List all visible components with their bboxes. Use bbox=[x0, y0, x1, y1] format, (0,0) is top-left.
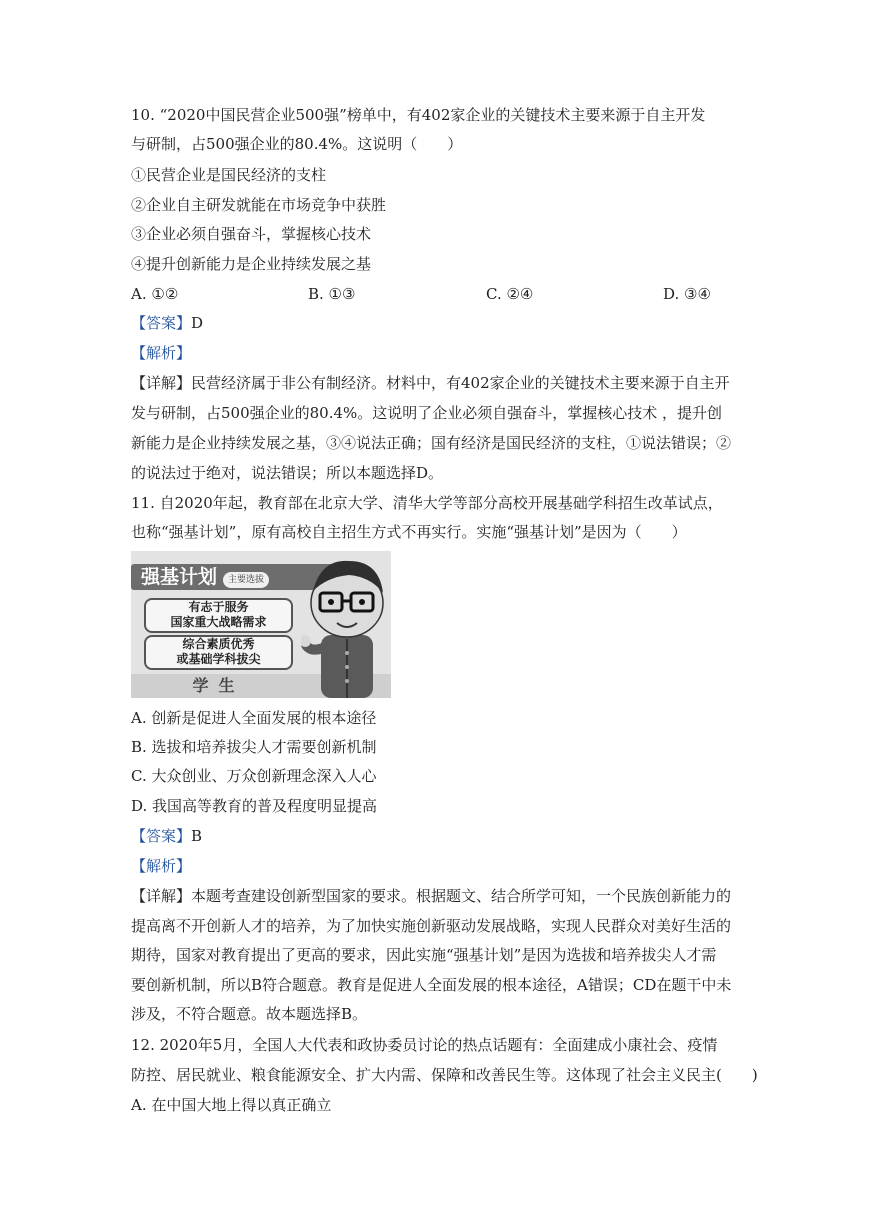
pill-2-line-1: 综合素质优秀 bbox=[182, 637, 255, 651]
q12-stem-line-2: 防控、居民就业、粮食能源安全、扩大内需、保障和改善民生等。这体现了社会主义民主( ) bbox=[131, 1066, 758, 1084]
q11-detail-line-3: 期待，国家对教育提出了更高的要求，因此实施“强基计划”是因为选拔和培养拔尖人才需 bbox=[131, 946, 717, 964]
q10-detail-line-1 bbox=[131, 373, 730, 393]
answer-tag: 【答案】 bbox=[131, 314, 192, 332]
image-footer-label: 学生 bbox=[192, 676, 245, 695]
q10-detail-line-2: 发与研制，占500强企业的80.4%。这说明了企业必须自强奋斗，掌握核心技术 ，提升创 bbox=[131, 404, 723, 422]
image-pill-2 bbox=[144, 635, 293, 670]
image-title: 强基计划 bbox=[141, 566, 218, 588]
q11-option-c: C. 大众创业、万众创新理念深入人心 bbox=[131, 767, 377, 785]
q11-stem-line-2: 也称“强基计划”，原有高校自主招生方式不再实行。实施“强基计划”是因为（ ） bbox=[131, 523, 687, 541]
answer-tag: 【答案】 bbox=[131, 827, 192, 845]
answer-value: B bbox=[191, 827, 203, 845]
q10-statement-4: ④提升创新能力是企业持续发展之基 bbox=[131, 255, 372, 273]
q11-option-d: D. 我国高等教育的普及程度明显提高 bbox=[131, 797, 378, 815]
image-subtitle: 主要选拔 bbox=[223, 572, 269, 588]
q10-option-d: D. ③④ bbox=[663, 285, 711, 303]
q11-detail-line-2: 提高离不开创新人才的培养，为了加快实施创新驱动发展战略，实现人民群众对美好生活的 bbox=[131, 917, 732, 935]
q10-statement-3: ③企业必须自强奋斗，掌握核心技术 bbox=[131, 225, 372, 243]
q10-statement-2: ②企业自主研发就能在市场竞争中获胜 bbox=[131, 196, 387, 214]
answer-value: D bbox=[191, 314, 204, 332]
q10-analysis-tag: 【解析】 bbox=[131, 344, 192, 362]
detail-text: 民营经济属于非公有制经济。材料中，有402家企业的关键技术主要来源于自主开 bbox=[191, 374, 730, 392]
q11-detail-line-4: 要创新机制，所以B符合题意。教育是促进人全面发展的根本途径，A错误；CD在题干中未 bbox=[131, 976, 732, 994]
qiangji-plan-image bbox=[131, 551, 391, 698]
detail-tag: 【详解】 bbox=[131, 887, 192, 905]
q11-detail-line-1 bbox=[131, 886, 731, 906]
q10-stem-line-1: 10. “2020中国民营企业500强”榜单中，有402家企业的关键技术主要来源于自主开发 bbox=[131, 106, 706, 124]
q10-statement-1: ①民营企业是国民经济的支柱 bbox=[131, 166, 327, 184]
cartoon-student-icon bbox=[301, 553, 391, 698]
q11-option-a: A. 创新是促进人全面发展的根本途径 bbox=[131, 709, 377, 727]
q10-option-a: A. ①② bbox=[131, 285, 179, 303]
q11-stem-line-1: 11. 自2020年起，教育部在北京大学、清华大学等部分高校开展基础学科招生改革试点， bbox=[131, 494, 723, 512]
q11-detail-line-5: 涉及，不符合题意。故本题选择B。 bbox=[131, 1005, 368, 1023]
pill-2-line-2: 或基础学科拔尖 bbox=[176, 652, 261, 666]
q10-stem-line-2: 与研制，占500强企业的80.4%。这说明（ ） bbox=[131, 135, 463, 153]
pill-1-line-1: 有志于服务 bbox=[188, 600, 249, 614]
q11-option-b: B. 选拔和培养拔尖人才需要创新机制 bbox=[131, 738, 377, 756]
image-pill-1 bbox=[144, 598, 293, 633]
q10-detail-line-4: 的说法过于绝对，说法错误；所以本题选择D。 bbox=[131, 464, 444, 482]
pill-1-line-2: 国家重大战略需求 bbox=[170, 615, 267, 629]
q12-option-a: A. 在中国大地上得以真正确立 bbox=[131, 1096, 332, 1114]
detail-text: 本题考查建设创新型国家的要求。根据题文、结合所学可知，一个民族创新能力的 bbox=[191, 887, 732, 905]
q10-option-c: C. ②④ bbox=[486, 285, 534, 303]
q10-detail-line-3: 新能力是企业持续发展之基，③④说法正确；国有经济是国民经济的支柱，①说法错误；② bbox=[131, 434, 732, 452]
q10-option-b: B. ①③ bbox=[308, 285, 356, 303]
q11-analysis-tag: 【解析】 bbox=[131, 857, 192, 875]
detail-tag: 【详解】 bbox=[131, 374, 192, 392]
q12-stem-line-1: 12. 2020年5月，全国人大代表和政协委员讨论的热点话题有：全面建成小康社会、疫情 bbox=[131, 1036, 718, 1054]
q10-answer-line bbox=[131, 313, 203, 333]
q11-answer-line bbox=[131, 826, 202, 846]
